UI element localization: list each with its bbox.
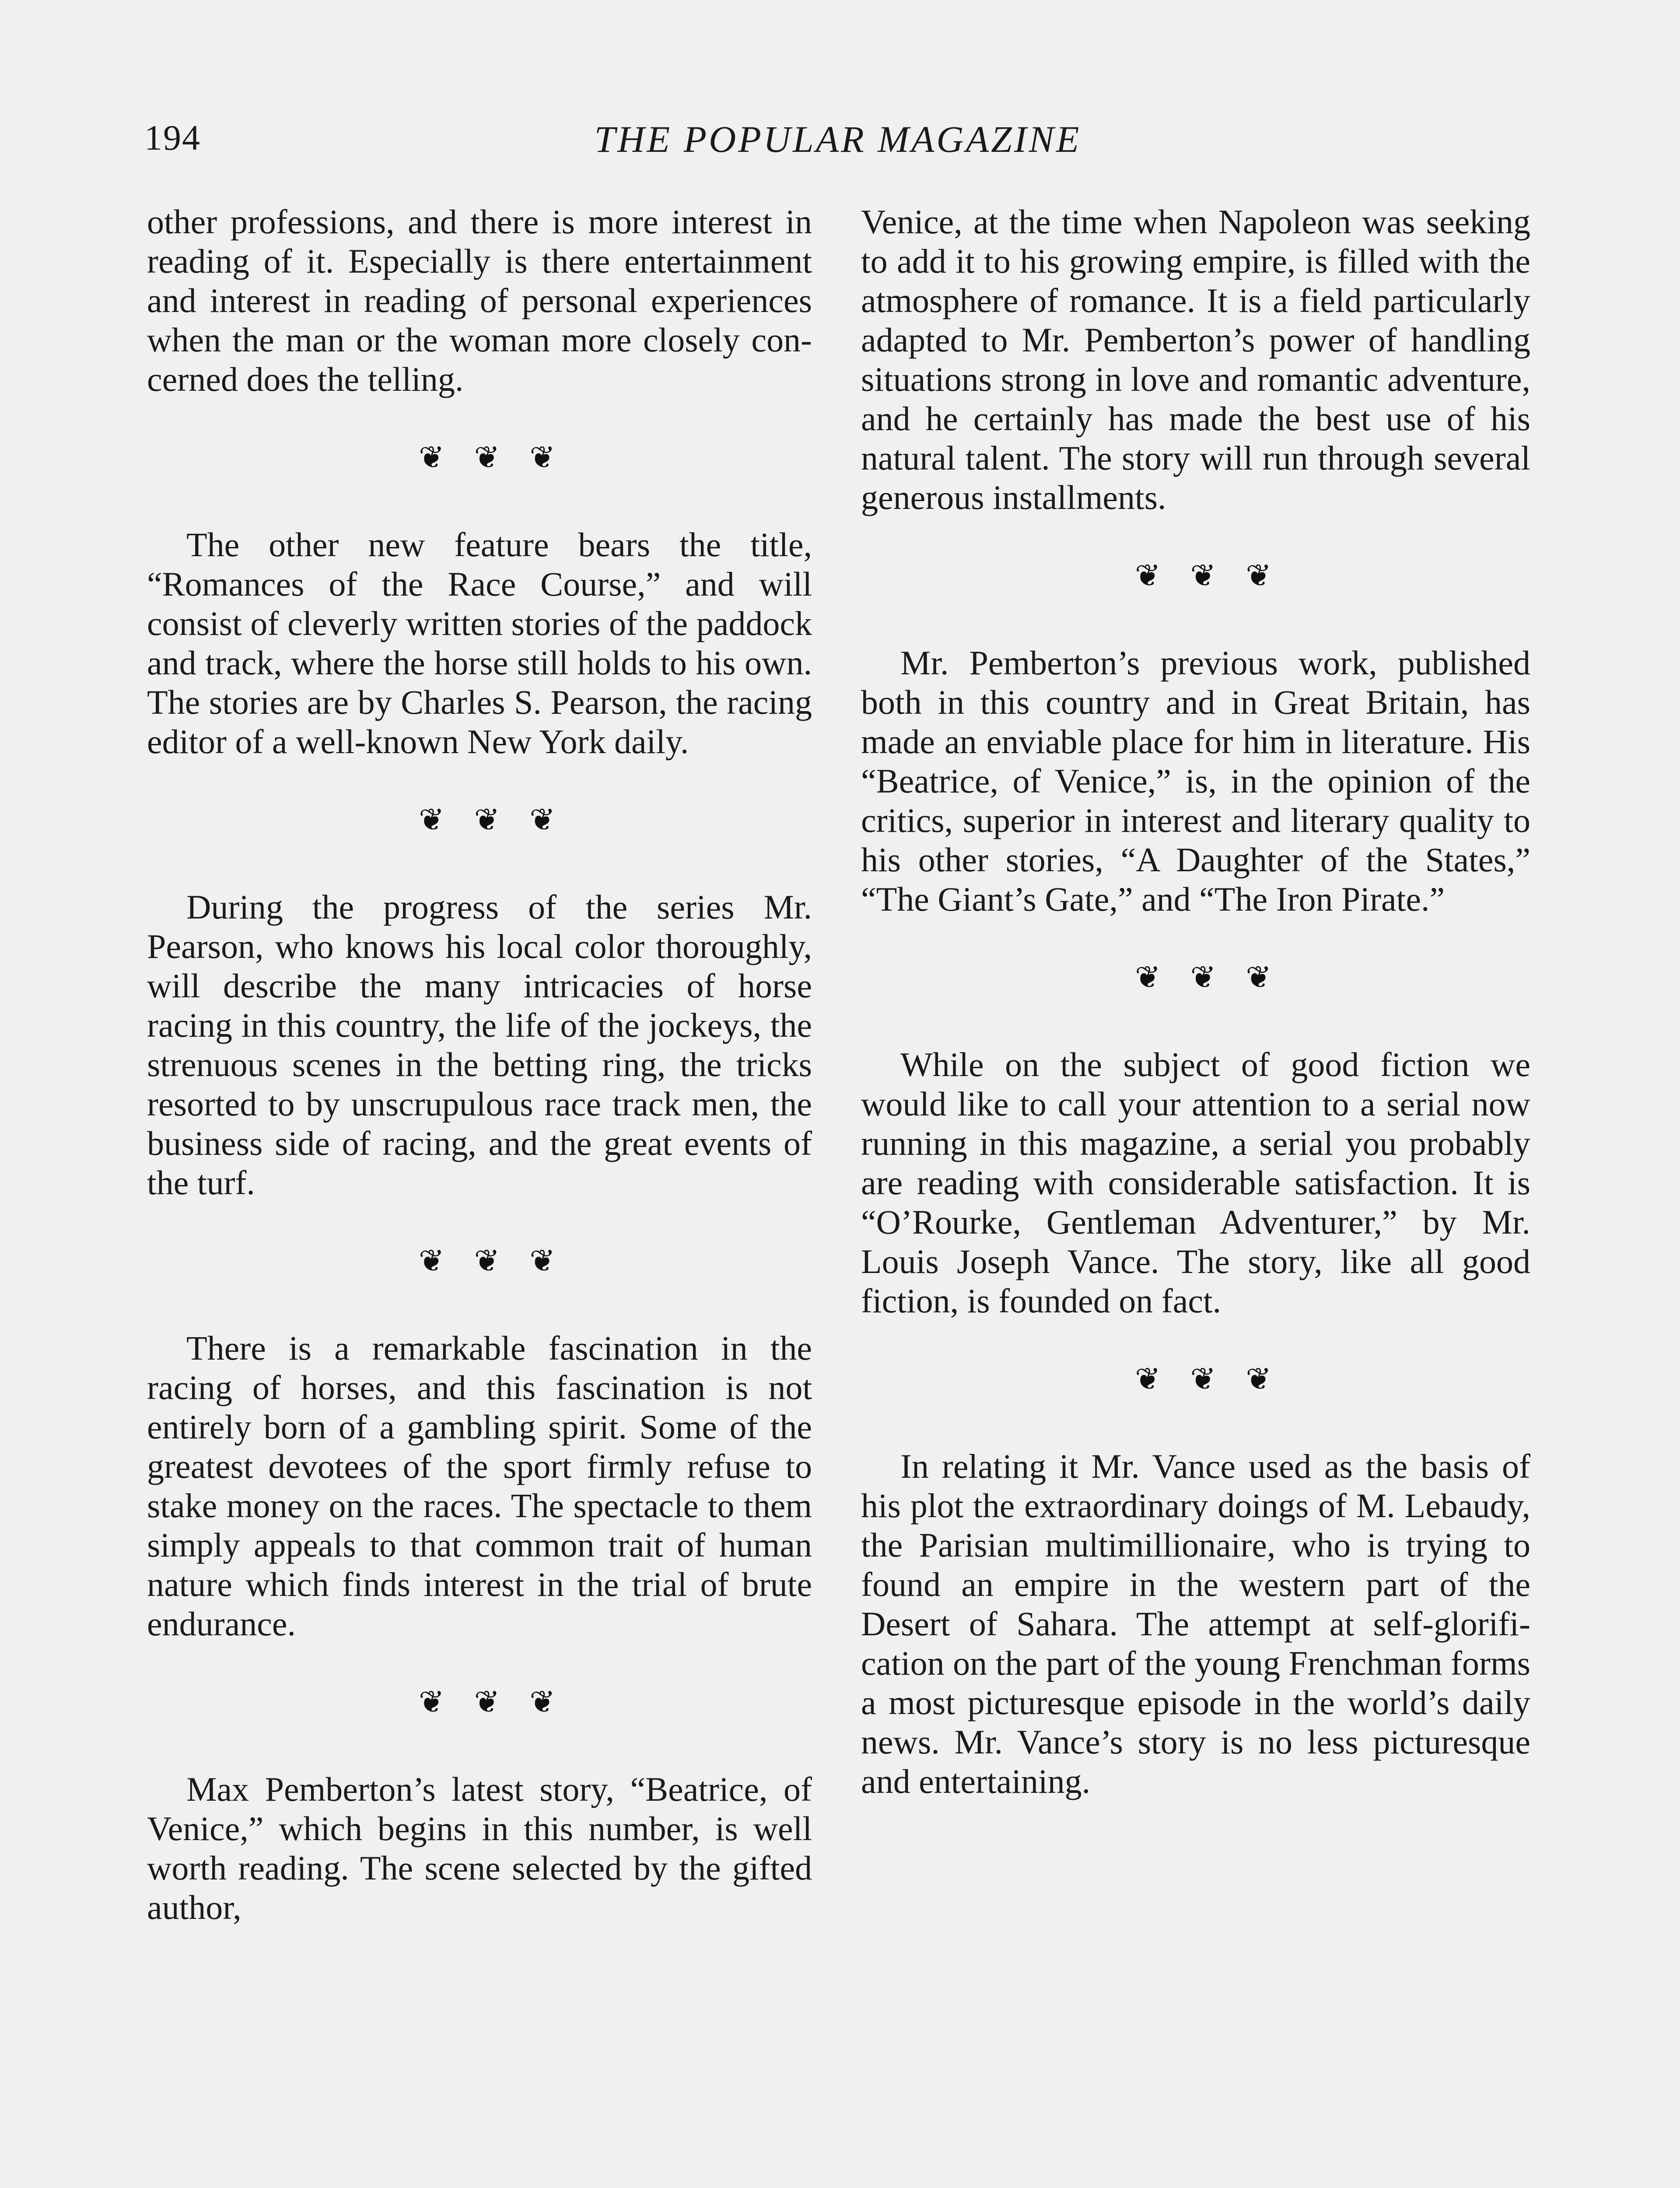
paragraph: Max Pemberton’s latest story, “Beatrice, of Venice,” which begins in this number, is well worth reading. The scene selected by the gifted author, xyxy=(147,1770,812,1926)
leaf-icon: ❦ xyxy=(1135,559,1176,593)
leaf-icon: ❦ xyxy=(529,1686,570,1719)
leaf-icon: ❦ xyxy=(474,803,515,837)
paragraph: While on the subject of good fiction we would like to call your attention to a serial now running in this magazine, a serial you probably are reading with considerable satisfaction. It is “O’Rourke, Gentleman Adventurer,” by Mr. Louis Joseph Vance. The story, like all good fiction, is founded on fact. xyxy=(861,1045,1530,1320)
paragraph: Mr. Pemberton’s previous work, published both in this country and in Great Britain, has made an enviable place for him in literature. His “Beatrice, of Venice,” is, in the opinion of the critics, superior in interest and literary quality to his other stories, “A Daughter of the States,” “The Giant’s Gate,” and “The Iron Pirate.” xyxy=(861,644,1530,918)
leaf-icon: ❦ xyxy=(529,1245,570,1278)
leaf-icon: ❦ xyxy=(419,1245,459,1278)
right-column xyxy=(861,202,1530,1801)
leaf-icon: ❦ xyxy=(1190,559,1231,593)
paragraph: Venice, at the time when Napoleon was seeking to add it to his growing empire, is filled with the atmosphere of romance. It is a field particularly adapted to Mr. Pemberton’s power of handling situations strong in love and romantic adventure, and he certainly has made the best use of his natural talent. The story will run through several generous installments. xyxy=(861,203,1530,516)
leaf-icon: ❦ xyxy=(1135,961,1176,995)
section-ornament xyxy=(861,1360,1530,1399)
leaf-icon: ❦ xyxy=(1135,1363,1176,1396)
page-number: 194 xyxy=(144,118,201,158)
running-head: THE POPULAR MAGAZINE xyxy=(594,118,1082,160)
leaf-icon: ❦ xyxy=(474,1245,515,1278)
leaf-icon: ❦ xyxy=(474,441,515,475)
leaf-icon: ❦ xyxy=(1246,559,1286,593)
leaf-icon: ❦ xyxy=(529,803,570,837)
section-ornament xyxy=(147,801,812,840)
page-header xyxy=(144,117,1531,170)
section-ornament xyxy=(147,1242,812,1281)
paragraph: The other new feature bears the title, “Romances of the Race Course,” and will consist of cleverly written stories of the paddock and track, where the horse still holds to his own. The stories are by Charles S. Pearson, the racing editor of a well-known New York daily. xyxy=(147,526,812,761)
leaf-icon: ❦ xyxy=(419,441,459,475)
paragraph: During the progress of the series Mr. Pearson, who knows his local color thoroughly, will describe the many intricacies of horse racing in this country, the life of the jockeys, the strenuous scenes in the betting ring, the tricks resorted to by unscrupulous race track men, the business side of racing, and the great events of the turf. xyxy=(147,888,812,1202)
paragraph: In relating it Mr. Vance used as the basis of his plot the extraordinary doings of M. Lebaudy, the Parisian multimillionaire, who is trying to found an empire in the western part of the Desert of Sahara. The attempt at self-glorification on the part of the young Frenchman forms a most picturesque episode in the world’s daily news. Mr. Vance’s story is no less picturesque and entertaining. xyxy=(861,1447,1530,1800)
section-ornament xyxy=(147,438,812,478)
leaf-icon: ❦ xyxy=(529,441,570,475)
paragraph: other professions, and there is more interest in reading of it. Especially is there entertainment and interest in reading of personal experiences when the man or the woman more closely concerned does the telling. xyxy=(147,203,812,398)
leaf-icon: ❦ xyxy=(1190,1363,1231,1396)
section-ornament xyxy=(147,1683,812,1722)
leaf-icon: ❦ xyxy=(1246,1363,1286,1396)
leaf-icon: ❦ xyxy=(1190,961,1231,995)
left-column xyxy=(147,202,812,1927)
leaf-icon: ❦ xyxy=(419,1686,459,1719)
leaf-icon: ❦ xyxy=(419,803,459,837)
leaf-icon: ❦ xyxy=(474,1686,515,1719)
section-ornament xyxy=(861,557,1530,596)
leaf-icon: ❦ xyxy=(1246,961,1286,995)
section-ornament xyxy=(861,958,1530,998)
paragraph: There is a remarkable fascination in the racing of horses, and this fascination is not entirely born of a gambling spirit. Some of the greatest devotees of the sport firmly refuse to stake money on the races. The spectacle to them simply appeals to that common trait of human nature which finds interest in the trial of brute endurance. xyxy=(147,1329,812,1643)
